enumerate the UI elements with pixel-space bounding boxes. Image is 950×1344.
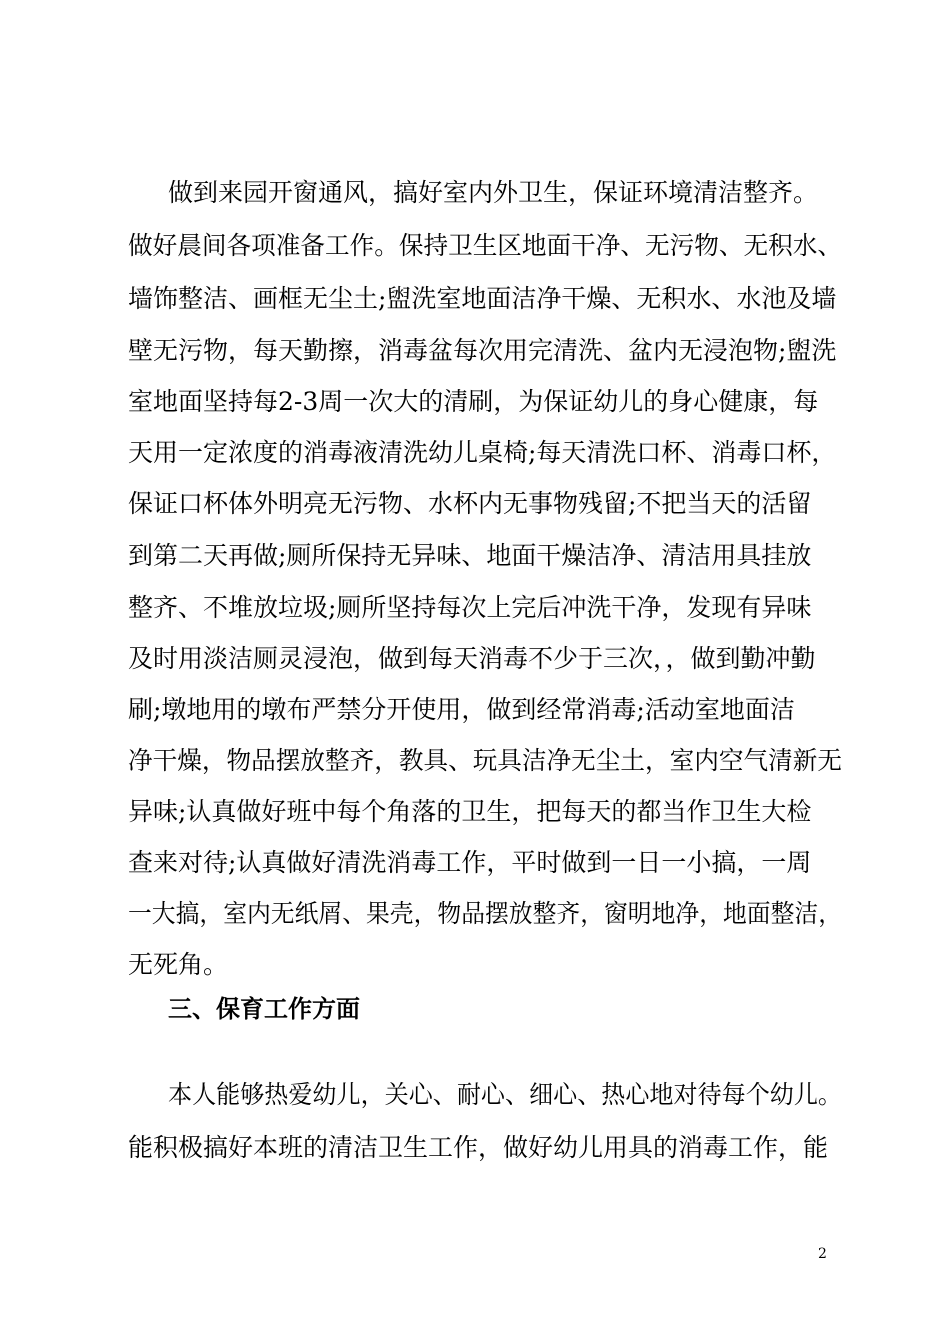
paragraph-1-line-4: 壁无污物，每天勤擦，消毒盆每次用完清洗、盆内无浸泡物;盥洗 bbox=[128, 336, 837, 365]
paragraph-2-line-1: 本人能够热爱幼儿，关心、耐心、细心、热心地对待每个幼儿。 bbox=[168, 1080, 843, 1109]
paragraph-1-line-15: 一大搞，室内无纸屑、果壳，物品摆放整齐，窗明地净，地面整洁， bbox=[128, 899, 843, 928]
paragraph-1-line-12: 净干燥，物品摆放整齐，教具、玩具洁净无尘土，室内空气清新无 bbox=[128, 746, 843, 775]
paragraph-1-line-10: 及时用淡洁厕灵浸泡，做到每天消毒不少于三次，，做到勤冲勤 bbox=[128, 644, 816, 673]
paragraph-1-line-5: 室地面坚持每2-3周一次大的清刷，为保证幼儿的身心健康，每 bbox=[128, 387, 819, 416]
section-heading: 三、保育工作方面 bbox=[168, 995, 360, 1023]
page-number: 2 bbox=[818, 1246, 827, 1262]
paragraph-1-line-8: 到第二天再做;厕所保持无异味、地面干燥洁净、清洁用具挂放 bbox=[128, 541, 812, 570]
paragraph-1-line-14: 查来对待;认真做好清洗消毒工作，平时做到一日一小搞，一周 bbox=[128, 848, 812, 877]
paragraph-1-line-11: 刷;墩地用的墩布严禁分开使用，做到经常消毒;活动室地面洁 bbox=[128, 695, 795, 724]
paragraph-1-line-13: 异味;认真做好班中每个角落的卫生，把每天的都当作卫生大检 bbox=[128, 797, 812, 826]
paragraph-1-line-16: 无死角。 bbox=[128, 950, 229, 979]
paragraph-1-line-6: 天用一定浓度的消毒液清洗幼儿桌椅;每天清洗口杯、消毒口杯， bbox=[128, 438, 837, 467]
paragraph-1-line-9: 整齐、不堆放垃圾;厕所坚持每次上完后冲洗干净，发现有异味 bbox=[128, 593, 812, 622]
paragraph-1-line-1: 做到来园开窗通风，搞好室内外卫生，保证环境清洁整齐。 bbox=[168, 178, 819, 207]
paragraph-1-line-2: 做好晨间各项准备工作。保持卫生区地面干净、无污物、无积水、 bbox=[128, 231, 843, 260]
paragraph-2-line-2: 能积极搞好本班的清洁卫生工作，做好幼儿用具的消毒工作，能 bbox=[128, 1133, 829, 1162]
paragraph-1-line-7: 保证口杯体外明亮无污物、水杯内无事物残留;不把当天的活留 bbox=[128, 489, 812, 518]
paragraph-1-line-3: 墙饰整洁、画框无尘土;盥洗室地面洁净干燥、无积水、水池及墙 bbox=[128, 284, 837, 313]
